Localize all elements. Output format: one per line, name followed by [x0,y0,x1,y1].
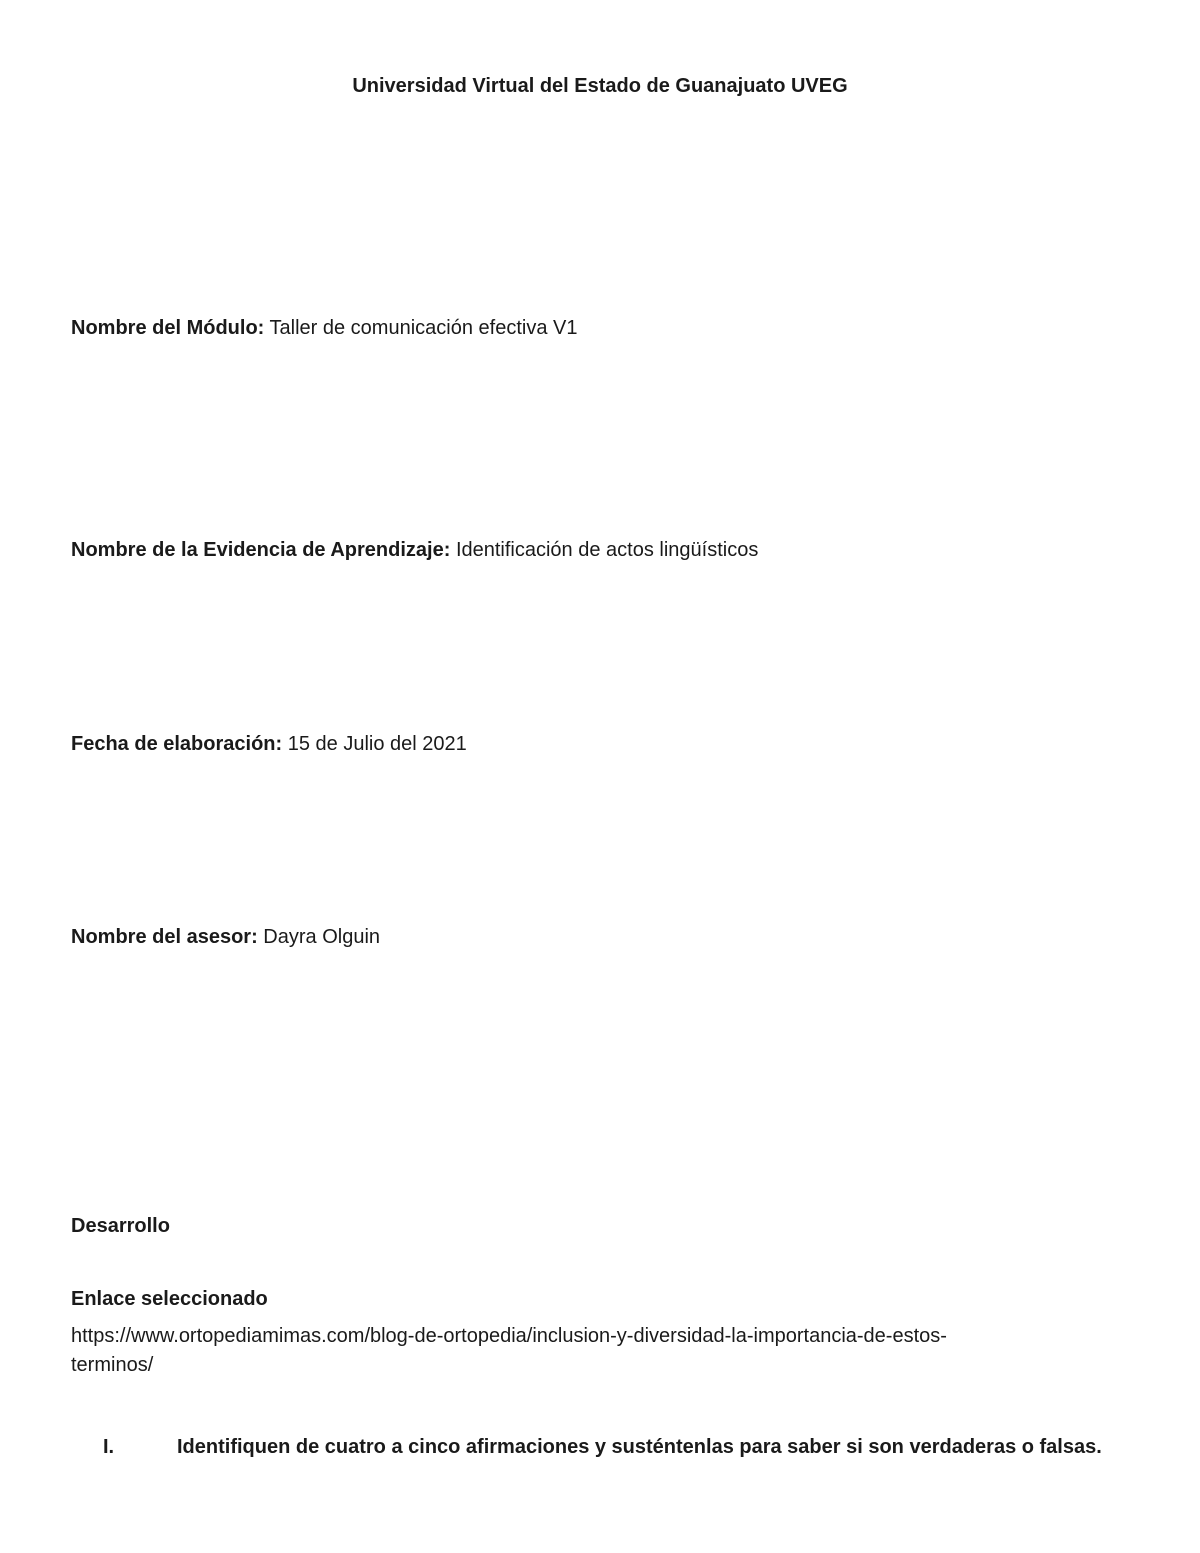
list-item [103,1433,1102,1461]
evidencia-label: Nombre de la Evidencia de Aprendizaje: [71,539,451,561]
enlace-url-line-1: https://www.ortopediamimas.com/blog-de-ortopedia/inclusion-y-diversidad-la-importancia-de-estos- [71,1325,947,1347]
asesor-field [71,923,380,951]
enlace-url [71,1322,1071,1380]
fecha-field [71,730,467,758]
enlace-heading: Enlace seleccionado [71,1288,268,1310]
list-item-text: Identifiquen de cuatro a cinco afirmaciones y susténtenlas para saber si son verdaderas o falsas. [177,1436,1102,1458]
document-title: Universidad Virtual del Estado de Guanajuato UVEG [352,75,848,97]
fecha-label: Fecha de elaboración: [71,733,283,755]
desarrollo-heading: Desarrollo [71,1215,170,1237]
asesor-label: Nombre del asesor: [71,926,258,948]
modulo-value: Taller de comunicación efectiva V1 [269,317,578,339]
asesor-value: Dayra Olguin [263,926,381,948]
list-item-number: I. [103,1436,115,1458]
evidencia-field [71,536,758,564]
enlace-url-line-2: terminos/ [71,1354,154,1376]
modulo-field [71,314,577,342]
evidencia-value: Identificación de actos lingüísticos [455,539,759,561]
fecha-value: 15 de Julio del 2021 [287,733,467,755]
modulo-label: Nombre del Módulo: [71,317,265,339]
